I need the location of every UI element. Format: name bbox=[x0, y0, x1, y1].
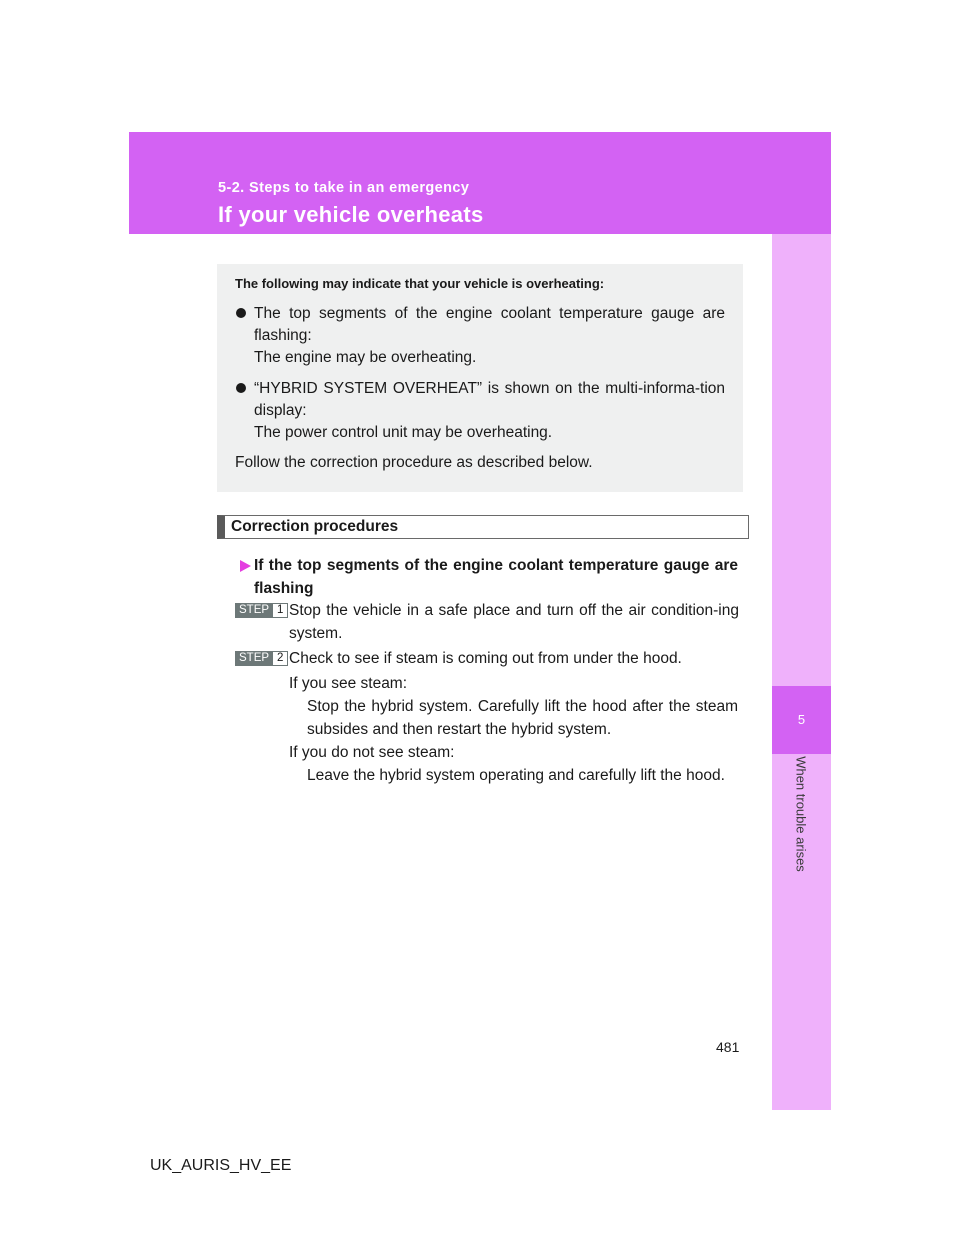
step-number: 2 bbox=[273, 651, 288, 666]
page-title: If your vehicle overheats bbox=[218, 202, 484, 227]
bullet-icon bbox=[236, 308, 246, 318]
symptom-bullet bbox=[235, 303, 725, 369]
step-label: STEP bbox=[235, 603, 273, 618]
symptom-bullet bbox=[235, 378, 725, 444]
step-1-text: Stop the vehicle in a safe place and turn off the air condition-ing system. bbox=[289, 602, 739, 642]
case-action: Leave the hybrid system operating and carefully lift the hood. bbox=[307, 767, 725, 784]
sub-heading-text: If the top segments of the engine coolant temperature gauge are flashing bbox=[254, 557, 738, 597]
follow-instruction: Follow the correction procedure as described below. bbox=[235, 454, 593, 471]
info-intro: The following may indicate that your vehicle is overheating: bbox=[235, 276, 605, 291]
step-label: STEP bbox=[235, 651, 273, 666]
symptom-text: The top segments of the engine coolant temperature gauge are flashing: bbox=[254, 305, 725, 344]
symptom-cause: The power control unit may be overheating. bbox=[254, 424, 553, 441]
case-action: Stop the hybrid system. Carefully lift the hood after the steam subsides and then restart the hybrid system. bbox=[307, 698, 738, 738]
correction-procedures-heading bbox=[217, 515, 749, 539]
section-heading-text: Correction procedures bbox=[231, 518, 399, 535]
bullet-icon bbox=[236, 383, 246, 393]
sub-heading bbox=[238, 554, 738, 600]
step-2-badge bbox=[235, 651, 288, 666]
symptom-text: “HYBRID SYSTEM OVERHEAT” is shown on the multi-informa-tion display: bbox=[254, 380, 725, 419]
symptom-cause: The engine may be overheating. bbox=[254, 349, 477, 366]
overheat-symptoms-box bbox=[217, 264, 743, 492]
step-2-text: Check to see if steam is coming out from under the hood. bbox=[289, 650, 682, 667]
chapter-name: When trouble arises bbox=[793, 756, 809, 872]
footer-code: UK_AURIS_HV_EE bbox=[150, 1157, 292, 1174]
chapter-number-tab[interactable]: 5 bbox=[772, 686, 831, 754]
step-number: 1 bbox=[273, 603, 288, 618]
case-condition: If you do not see steam: bbox=[289, 744, 455, 761]
page-number: 481 bbox=[716, 1039, 740, 1055]
step-1-badge bbox=[235, 603, 288, 618]
case-condition: If you see steam: bbox=[289, 675, 408, 692]
section-label: 5-2. Steps to take in an emergency bbox=[218, 180, 470, 196]
triangle-marker-icon bbox=[240, 560, 251, 572]
chapter-side-strip bbox=[772, 234, 831, 1110]
header-band bbox=[129, 132, 831, 234]
